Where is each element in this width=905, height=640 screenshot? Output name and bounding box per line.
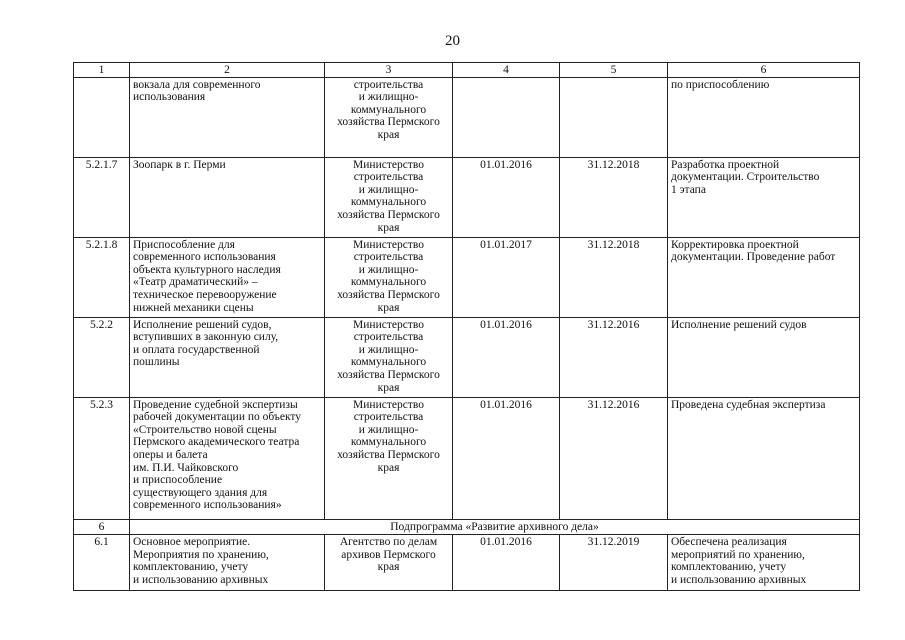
header-row (74, 63, 860, 78)
row-number: 5.2.1.7 (74, 157, 130, 237)
activity-name: Проведение судебной экспертизы рабочей документации по объекту «Строительство новой сцены Пермского академического театра оперы и балета им. П.И. Чайковского и приспособление существующего здания для современного использования» (130, 397, 325, 519)
table-row (74, 77, 860, 157)
responsible-executor: Министерство строительства и жилищно- коммунального хозяйства Пермского края (325, 157, 453, 237)
subprogram-number: 6 (74, 519, 130, 535)
header-cell-2: 2 (130, 63, 325, 78)
end-date: 31.12.2016 (560, 317, 668, 397)
responsible-executor: Министерство строительства и жилищно- коммунального хозяйства Пермского края (325, 397, 453, 519)
responsible-executor: Министерство строительства и жилищно- коммунального хозяйства Пермского края (325, 317, 453, 397)
start-date: 01.01.2016 (453, 397, 560, 519)
row-number: 5.2.1.8 (74, 237, 130, 317)
header-cell-4: 4 (453, 63, 560, 78)
responsible-executor: строительства и жилищно- коммунального хозяйства Пермского края (325, 77, 453, 157)
table-row (74, 535, 860, 591)
start-date: 01.01.2016 (453, 535, 560, 591)
table-row (74, 157, 860, 237)
end-date: 31.12.2016 (560, 397, 668, 519)
end-date: 31.12.2019 (560, 535, 668, 591)
activity-name: Приспособление для современного использования объекта культурного наследия «Театр драматический» – техническое перевооружение нижней механики сцены (130, 237, 325, 317)
row-number: 5.2.2 (74, 317, 130, 397)
expected-result: Проведена судебная экспертиза (668, 397, 860, 519)
header-cell-5: 5 (560, 63, 668, 78)
row-number: 6.1 (74, 535, 130, 591)
end-date: 31.12.2018 (560, 237, 668, 317)
responsible-executor: Агентство по делам архивов Пермского края (325, 535, 453, 591)
activity-name: Зоопарк в г. Перми (130, 157, 325, 237)
activities-table (73, 62, 860, 591)
subprogram-title: Подпрограмма «Развитие архивного дела» (130, 519, 860, 535)
header-cell-3: 3 (325, 63, 453, 78)
activity-name: Исполнение решений судов, вступивших в законную силу, и оплата государственной пошлины (130, 317, 325, 397)
start-date (453, 77, 560, 157)
table-row (74, 237, 860, 317)
expected-result: Исполнение решений судов (668, 317, 860, 397)
expected-result: Обеспечена реализация мероприятий по хранению, комплектованию, учету и использованию архивных (668, 535, 860, 591)
row-number: 5.2.3 (74, 397, 130, 519)
table-row (74, 317, 860, 397)
header-cell-1: 1 (74, 63, 130, 78)
activity-name: вокзала для современного использования (130, 77, 325, 157)
responsible-executor: Министерство строительства и жилищно- коммунального хозяйства Пермского края (325, 237, 453, 317)
expected-result: Разработка проектной документации. Строительство 1 этапа (668, 157, 860, 237)
expected-result: по приспособлению (668, 77, 860, 157)
table-row (74, 397, 860, 519)
start-date: 01.01.2016 (453, 317, 560, 397)
expected-result: Корректировка проектной документации. Проведение работ (668, 237, 860, 317)
subprogram-row (74, 519, 860, 535)
row-number (74, 77, 130, 157)
header-cell-6: 6 (668, 63, 860, 78)
end-date (560, 77, 668, 157)
page-number: 20 (445, 33, 460, 49)
start-date: 01.01.2016 (453, 157, 560, 237)
end-date: 31.12.2018 (560, 157, 668, 237)
activity-name: Основное мероприятие. Мероприятия по хранению, комплектованию, учету и использованию архивных (130, 535, 325, 591)
start-date: 01.01.2017 (453, 237, 560, 317)
